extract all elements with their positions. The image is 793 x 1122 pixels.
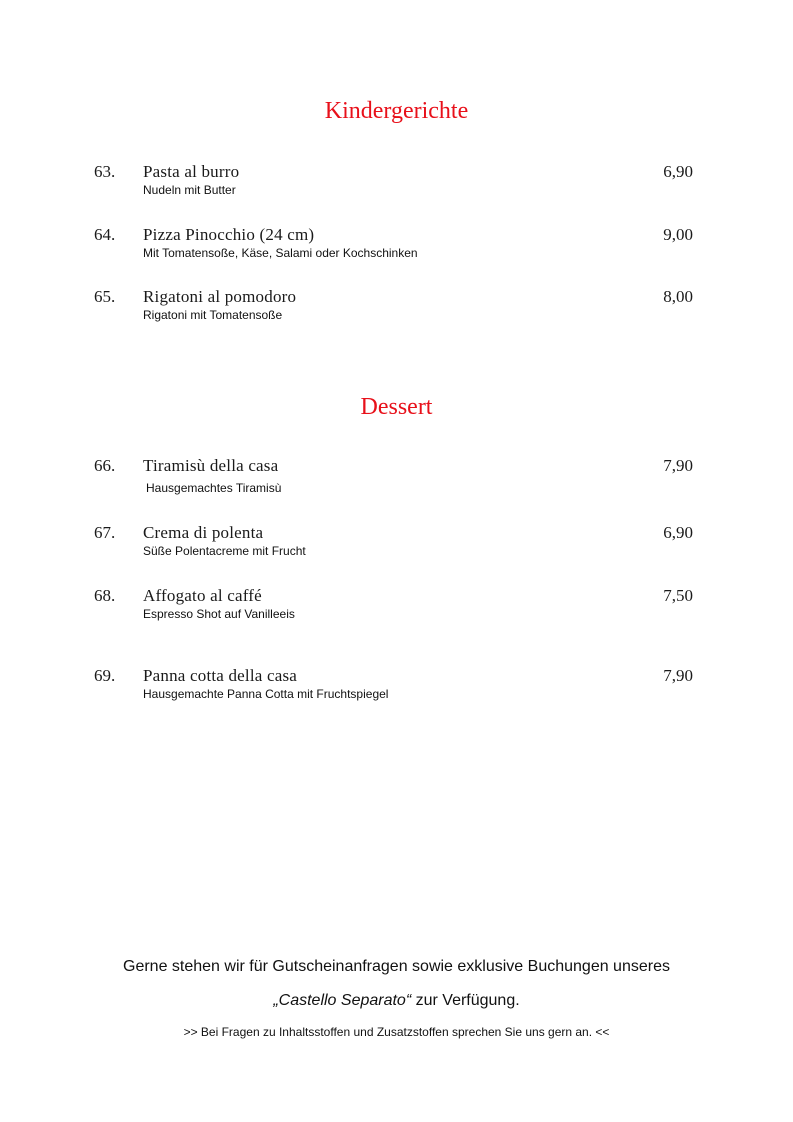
item-name: Crema di polenta [143, 523, 264, 542]
menu-item-68 [0, 587, 793, 627]
item-name: Panna cotta della casa [143, 666, 298, 685]
menu-item-66 [0, 457, 793, 497]
item-number: 63. [94, 162, 116, 181]
footer-venue-line [0, 993, 793, 1009]
item-name: Pizza Pinocchio (24 cm) [143, 225, 315, 244]
item-description: Mit Tomatensoße, Käse, Salami oder Kochschinken [143, 246, 418, 260]
item-description: Hausgemachtes Tiramisù [146, 481, 282, 495]
item-price: 9,00 [663, 225, 693, 244]
item-number: 65. [94, 287, 116, 306]
venue-name: „Castello Separato“ [273, 992, 412, 1009]
item-description: Espresso Shot auf Vanilleeis [143, 607, 295, 621]
item-number: 69. [94, 666, 116, 685]
item-name: Pasta al burro [143, 162, 240, 181]
item-price: 6,90 [663, 523, 693, 542]
menu-item-65 [0, 288, 793, 328]
item-description: Hausgemachte Panna Cotta mit Fruchtspiegel [143, 687, 389, 701]
menu-item-64 [0, 226, 793, 266]
item-price: 8,00 [663, 287, 693, 306]
item-number: 66. [94, 456, 116, 475]
item-number: 68. [94, 586, 116, 605]
item-price: 7,50 [663, 586, 693, 605]
item-description: Süße Polentacreme mit Frucht [143, 544, 306, 558]
menu-item-63 [0, 163, 793, 203]
section-title-dessert: Dessert [360, 394, 433, 420]
item-description: Nudeln mit Butter [143, 183, 236, 197]
item-price: 7,90 [663, 456, 693, 475]
item-price: 6,90 [663, 162, 693, 181]
item-name: Rigatoni al pomodoro [143, 287, 297, 306]
footer-booking-text: Gerne stehen wir für Gutscheinanfragen sowie exklusive Buchungen unseres [123, 958, 670, 975]
item-description: Rigatoni mit Tomatensoße [143, 308, 283, 322]
footer-venue-suffix: zur Verfügung. [411, 992, 520, 1009]
allergen-note: >> Bei Fragen zu Inhaltsstoffen und Zusatzstoffen sprechen Sie uns gern an. << [183, 1025, 610, 1039]
item-number: 67. [94, 523, 116, 542]
section-title-kindergerichte: Kindergerichte [324, 98, 469, 124]
menu-item-67 [0, 524, 793, 564]
item-name: Affogato al caffé [143, 586, 262, 605]
item-price: 7,90 [663, 666, 693, 685]
menu-item-69 [0, 667, 793, 707]
item-name: Tiramisù della casa [143, 456, 279, 475]
item-number: 64. [94, 225, 116, 244]
